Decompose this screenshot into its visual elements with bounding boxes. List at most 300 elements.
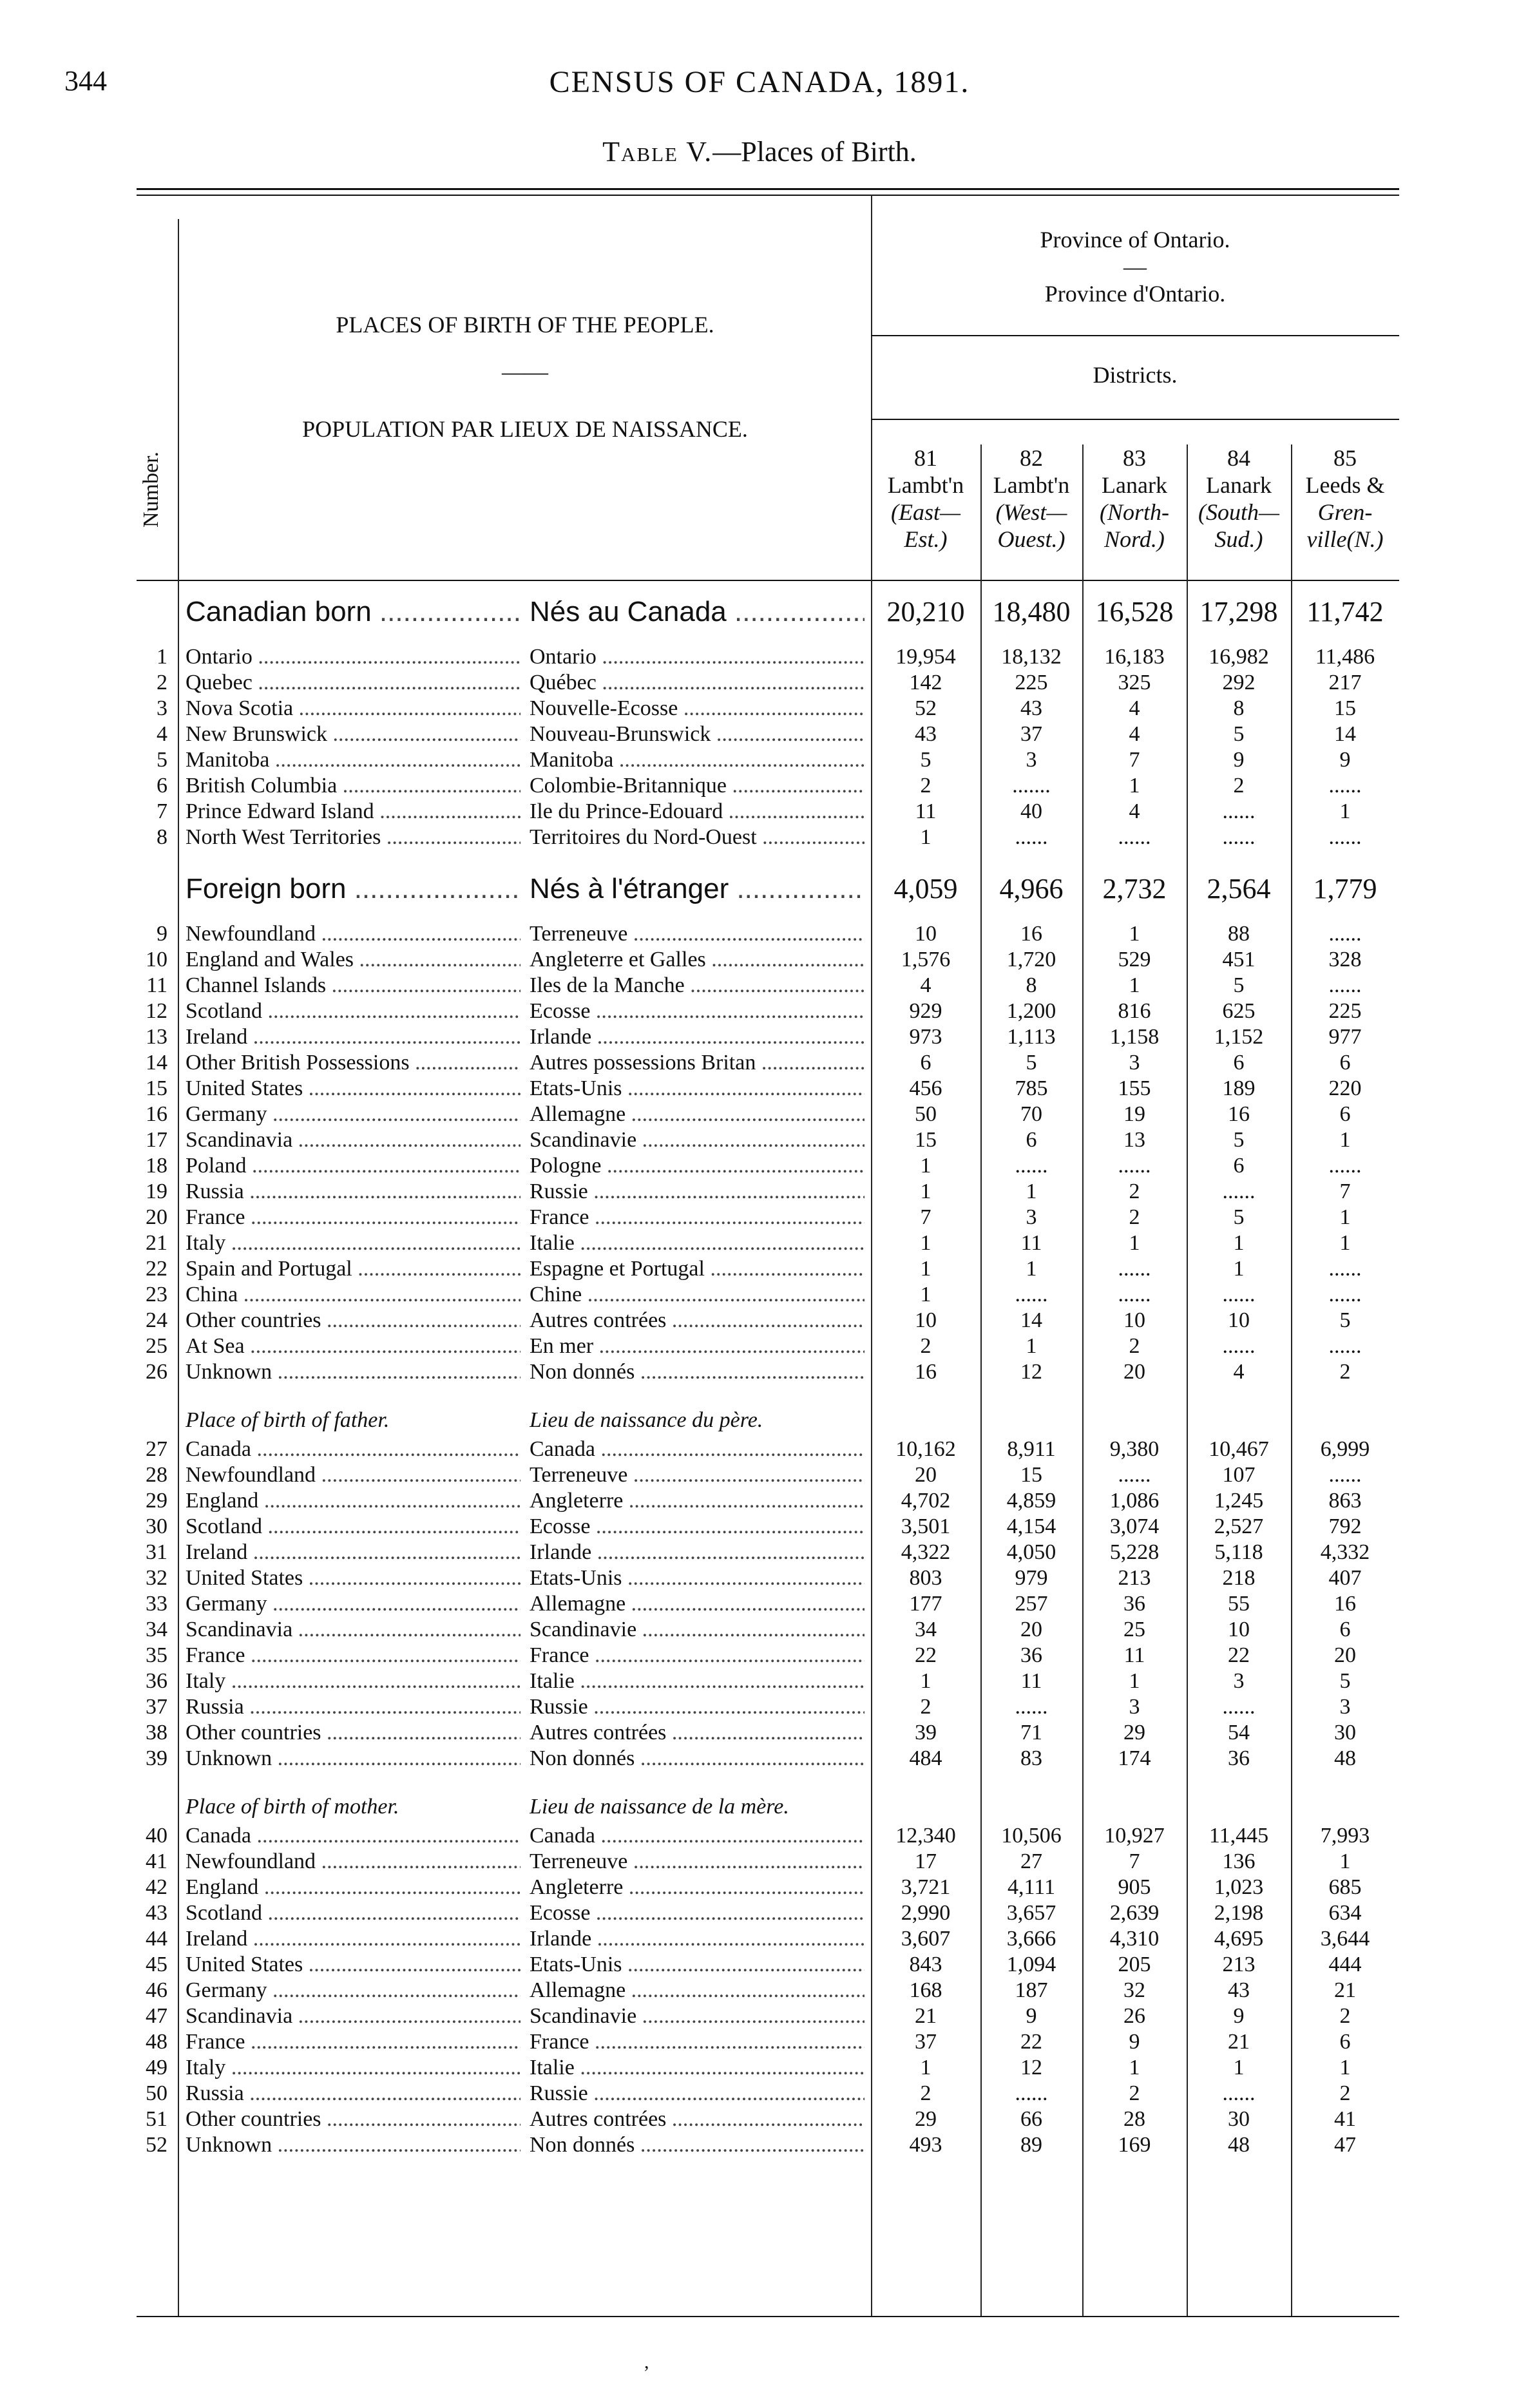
- cell-value: 1: [1339, 1849, 1351, 1873]
- cell-value: 168: [909, 1978, 942, 2002]
- place-fr: Scandinavie .....: [530, 1127, 865, 1153]
- cell-value: 37: [915, 2030, 937, 2054]
- subsection-heading: [0, 1794, 1519, 1820]
- cell-value: 36: [1020, 1643, 1042, 1667]
- cell-value: 40: [1020, 799, 1042, 823]
- cell-value: 529: [1118, 948, 1151, 971]
- cell-value: 4,050: [1006, 1540, 1056, 1564]
- cell-value: ......: [1015, 1154, 1048, 1178]
- section-total-row: [0, 593, 1519, 631]
- header-title-fr: POPULATION PAR LIEUX DE NAISSANCE.: [302, 416, 748, 442]
- cell-value: 55: [1228, 1592, 1250, 1616]
- cell-value: 20: [1334, 1643, 1356, 1667]
- cell-value: 6: [1233, 1154, 1245, 1178]
- cell-value: 5,118: [1214, 1540, 1263, 1564]
- place-en: United States .....: [186, 1076, 521, 1102]
- cell-value: 4,059: [893, 873, 958, 904]
- place-fr: Nés à l'étranger .....: [530, 870, 865, 908]
- cell-value: 905: [1118, 1875, 1151, 1899]
- place-fr: Allemagne .....: [530, 1978, 865, 2003]
- place-fr: Irlande .....: [530, 1540, 865, 1565]
- cell-value: 1,152: [1214, 1025, 1264, 1049]
- place-fr: Lieu de naissance du père.: [530, 1408, 763, 1432]
- column-header-sub: Gren-: [1317, 499, 1373, 525]
- districts-label: Districts.: [1093, 362, 1178, 388]
- row-number: 48: [146, 2030, 167, 2054]
- cell-value: 1: [1339, 1128, 1351, 1152]
- place-fr: Canada .....: [530, 1823, 865, 1849]
- place-en: Scandinavia .....: [186, 2003, 521, 2029]
- cell-value: 20,210: [886, 596, 965, 627]
- cell-value: 19: [1123, 1102, 1145, 1126]
- row-number: 31: [146, 1540, 167, 1564]
- cell-value: 493: [909, 2133, 942, 2157]
- cell-value: 4,111: [1008, 1875, 1055, 1899]
- place-fr: Terreneuve .....: [530, 1849, 865, 1875]
- cell-value: 3,607: [901, 1927, 951, 1951]
- place-en: France .....: [186, 1643, 521, 1668]
- column-header-sub2: Nord.): [1104, 526, 1165, 552]
- place-en: Canadian born .....: [186, 593, 521, 631]
- cell-value: 18,132: [1001, 645, 1062, 669]
- cell-value: ......: [1118, 1154, 1151, 1178]
- cell-value: 17: [915, 1849, 937, 1873]
- table-row: [0, 644, 1519, 670]
- cell-value: 863: [1328, 1489, 1362, 1513]
- cell-value: ......: [1015, 1695, 1048, 1719]
- table-row: [0, 2107, 1519, 2132]
- cell-value: 30: [1334, 1721, 1356, 1744]
- table-row: [0, 947, 1519, 973]
- column-header-81: [874, 444, 977, 553]
- cell-value: 28: [1123, 2107, 1145, 2131]
- cell-value: 2,732: [1102, 873, 1167, 904]
- table-row: [0, 1514, 1519, 1540]
- place-en: British Columbia .....: [186, 773, 521, 799]
- cell-value: 5: [920, 748, 931, 772]
- cell-value: 2,990: [901, 1901, 951, 1925]
- cell-value: 2,527: [1214, 1515, 1264, 1538]
- column-header-82: [980, 444, 1083, 553]
- column-header-name: Leeds &: [1305, 472, 1385, 498]
- table-row: [0, 1359, 1519, 1385]
- place-en: Unknown .....: [186, 2132, 521, 2158]
- place-fr: Etats-Unis .....: [530, 1565, 865, 1591]
- cell-value: 3: [1129, 1695, 1140, 1719]
- cell-value: 8,911: [1007, 1437, 1056, 1461]
- header-title-en: PLACES OF BIRTH OF THE PEOPLE.: [336, 312, 714, 338]
- column-header-num: 83: [1123, 445, 1146, 471]
- column-header-sub2: Ouest.): [997, 526, 1065, 552]
- place-fr: Allemagne .....: [530, 1591, 865, 1617]
- column-header-sub: (North-: [1100, 499, 1169, 525]
- cell-value: 5: [1339, 1308, 1351, 1332]
- cell-value: 3,501: [901, 1515, 951, 1538]
- row-number: 6: [157, 774, 167, 798]
- row-number: 23: [146, 1283, 167, 1306]
- place-fr: Iles de la Manche .....: [530, 973, 865, 999]
- cell-value: 1: [1233, 1231, 1245, 1255]
- cell-value: 1,158: [1109, 1025, 1160, 1049]
- row-number: 44: [146, 1927, 167, 1951]
- place-fr: Non donnés .....: [530, 2132, 865, 2158]
- table-row: [0, 1540, 1519, 1565]
- cell-value: 6: [1339, 1051, 1351, 1075]
- cell-value: 169: [1118, 2133, 1151, 2157]
- place-en: Russia .....: [186, 2081, 521, 2107]
- place-fr: Non donnés .....: [530, 1359, 865, 1385]
- column-header-sub: (East—: [891, 499, 960, 525]
- cell-value: 2: [1339, 2004, 1351, 2028]
- table-row: [0, 1050, 1519, 1076]
- table-row: [0, 2055, 1519, 2081]
- cell-value: 9: [1129, 2030, 1140, 2054]
- row-number: 20: [146, 1205, 167, 1229]
- cell-value: 4: [1129, 722, 1140, 746]
- place-fr: France .....: [530, 1643, 865, 1668]
- place-fr: Ecosse .....: [530, 999, 865, 1024]
- cell-value: 4,695: [1214, 1927, 1264, 1951]
- cell-value: 4,702: [901, 1489, 951, 1513]
- column-header-name: Lanark: [1206, 472, 1272, 498]
- table-row: [0, 1333, 1519, 1359]
- place-en: At Sea .....: [186, 1333, 521, 1359]
- cell-value: 5,228: [1109, 1540, 1160, 1564]
- row-number: 49: [146, 2056, 167, 2079]
- cell-value: 11: [1020, 1231, 1042, 1255]
- cell-value: 22: [915, 1643, 937, 1667]
- column-header-sub: (West—: [995, 499, 1067, 525]
- cell-value: 1,023: [1214, 1875, 1264, 1899]
- place-fr: Chine .....: [530, 1282, 865, 1308]
- province-dash: —: [1123, 254, 1147, 280]
- subsection-heading: [0, 1408, 1519, 1433]
- cell-value: ......: [1222, 1695, 1256, 1719]
- cell-value: 36: [1228, 1746, 1250, 1770]
- place-en: Newfoundland .....: [186, 1849, 521, 1875]
- cell-value: 1,086: [1109, 1489, 1160, 1513]
- row-number: 9: [157, 922, 167, 946]
- row-number: 14: [146, 1051, 167, 1075]
- place-fr: Scandinavie .....: [530, 1617, 865, 1643]
- place-en: Russia .....: [186, 1694, 521, 1720]
- cell-value: 6: [1339, 1102, 1351, 1126]
- cell-value: 16: [915, 1360, 937, 1384]
- cell-value: 2: [1129, 1205, 1140, 1229]
- cell-value: 407: [1328, 1566, 1362, 1590]
- place-en: Place of birth of father.: [186, 1408, 390, 1432]
- cell-value: 11,486: [1315, 645, 1375, 669]
- row-number: 42: [146, 1875, 167, 1899]
- row-number: 30: [146, 1515, 167, 1538]
- cell-value: 10,162: [895, 1437, 956, 1461]
- column-header-num: 85: [1333, 445, 1357, 471]
- place-en: France .....: [186, 2029, 521, 2055]
- place-en: Foreign born .....: [186, 870, 521, 908]
- place-en: Other countries .....: [186, 1720, 521, 1746]
- cell-value: 3: [1129, 1051, 1140, 1075]
- cell-value: ......: [1328, 1463, 1362, 1487]
- row-number: 34: [146, 1618, 167, 1641]
- table-row: [0, 1205, 1519, 1230]
- cell-value: 20: [915, 1463, 937, 1487]
- row-number: 29: [146, 1489, 167, 1513]
- cell-value: ......: [1118, 1257, 1151, 1281]
- cell-value: 2: [1129, 2081, 1140, 2105]
- column-header-num: 84: [1227, 445, 1250, 471]
- table-row: [0, 2003, 1519, 2029]
- cell-value: 13: [1123, 1128, 1145, 1152]
- cell-value: 142: [909, 671, 942, 694]
- cell-value: 12,340: [895, 1824, 956, 1848]
- column-header-name: Lambt'n: [993, 472, 1070, 498]
- cell-value: 50: [915, 1102, 937, 1126]
- cell-value: 8: [1233, 696, 1245, 720]
- place-en: Italy .....: [186, 2055, 521, 2081]
- rule-header-bottom: [137, 580, 1399, 581]
- cell-value: 328: [1328, 948, 1362, 971]
- cell-value: 225: [1015, 671, 1048, 694]
- cell-value: 218: [1222, 1566, 1256, 1590]
- table-row: [0, 1488, 1519, 1514]
- cell-value: .......: [1012, 774, 1051, 798]
- cell-value: 26: [1123, 2004, 1145, 2028]
- cell-value: 451: [1222, 948, 1256, 971]
- table-row: [0, 1952, 1519, 1978]
- table-row: [0, 1462, 1519, 1488]
- column-header-83: [1083, 444, 1186, 553]
- row-number: 51: [146, 2107, 167, 2131]
- cell-value: 17,298: [1199, 596, 1278, 627]
- cell-value: 10: [1228, 1308, 1250, 1332]
- cell-value: 10,927: [1104, 1824, 1165, 1848]
- cell-value: 9,380: [1109, 1437, 1160, 1461]
- table-row: [0, 721, 1519, 747]
- place-fr: Italie .....: [530, 1668, 865, 1694]
- row-number: 36: [146, 1669, 167, 1693]
- cell-value: 4,310: [1109, 1927, 1160, 1951]
- province-en: Province of Ontario.: [1040, 227, 1230, 253]
- place-fr: Irlande .....: [530, 1926, 865, 1952]
- cell-value: 11: [1020, 1669, 1042, 1693]
- row-number: 12: [146, 999, 167, 1023]
- cell-value: 43: [1020, 696, 1042, 720]
- cell-value: 19,954: [895, 645, 956, 669]
- cell-value: 5: [1339, 1669, 1351, 1693]
- section-total-row: [0, 870, 1519, 908]
- cell-value: 14: [1334, 722, 1356, 746]
- cell-value: 32: [1123, 1978, 1145, 2002]
- cell-value: 816: [1118, 999, 1151, 1023]
- place-fr: Nouveau-Brunswick .....: [530, 721, 865, 747]
- row-number: 7: [157, 799, 167, 823]
- table-row: [0, 2081, 1519, 2107]
- cell-value: 2: [920, 1334, 931, 1358]
- cell-value: 16,183: [1104, 645, 1165, 669]
- cell-value: ......: [1015, 825, 1048, 849]
- cell-value: 4: [1129, 799, 1140, 823]
- row-number: 45: [146, 1953, 167, 1976]
- row-number: 41: [146, 1849, 167, 1873]
- cell-value: ......: [1222, 2081, 1256, 2105]
- cell-value: 16: [1334, 1592, 1356, 1616]
- place-fr: Ecosse .....: [530, 1514, 865, 1540]
- place-fr: Terreneuve .....: [530, 1462, 865, 1488]
- place-fr: Lieu de naissance de la mère.: [530, 1795, 789, 1819]
- table-row: [0, 1256, 1519, 1282]
- place-fr: France .....: [530, 1205, 865, 1230]
- cell-value: 9: [1233, 748, 1245, 772]
- cell-value: 2: [920, 1695, 931, 1719]
- cell-value: 83: [1020, 1746, 1042, 1770]
- province-fr: Province d'Ontario.: [1044, 281, 1226, 307]
- cell-value: 257: [1015, 1592, 1048, 1616]
- place-en: Spain and Portugal .....: [186, 1256, 521, 1282]
- place-en: Unknown .....: [186, 1359, 521, 1385]
- cell-value: 174: [1118, 1746, 1151, 1770]
- cell-value: 2,198: [1214, 1901, 1264, 1925]
- place-en: France .....: [186, 1205, 521, 1230]
- cell-value: 1,576: [901, 948, 951, 971]
- place-fr: Autres contrées .....: [530, 1308, 865, 1333]
- table-row: [0, 2132, 1519, 2158]
- cell-value: 979: [1015, 1566, 1048, 1590]
- cell-value: 7: [1339, 1180, 1351, 1203]
- cell-value: 7: [920, 1205, 931, 1229]
- number-column-label: Number.: [139, 451, 163, 528]
- row-number: 25: [146, 1334, 167, 1358]
- cell-value: 3,074: [1109, 1515, 1160, 1538]
- place-fr: Angleterre .....: [530, 1875, 865, 1900]
- cell-value: 2: [1233, 774, 1245, 798]
- cell-value: 1: [1026, 1180, 1037, 1203]
- cell-value: 6: [920, 1051, 931, 1075]
- row-number: 50: [146, 2081, 167, 2105]
- place-fr: Autres contrées .....: [530, 2107, 865, 2132]
- place-fr: Non donnés .....: [530, 1746, 865, 1772]
- cell-value: 1: [920, 2056, 931, 2079]
- cell-value: 3,666: [1006, 1927, 1056, 1951]
- cell-value: 1: [920, 1231, 931, 1255]
- cell-value: 136: [1222, 1849, 1256, 1873]
- place-fr: Etats-Unis .....: [530, 1952, 865, 1978]
- row-number: 18: [146, 1154, 167, 1178]
- place-en: Canada .....: [186, 1437, 521, 1462]
- cell-value: 11,445: [1209, 1824, 1269, 1848]
- place-fr: Italie .....: [530, 1230, 865, 1256]
- row-number: 27: [146, 1437, 167, 1461]
- cell-value: 803: [909, 1566, 942, 1590]
- row-number: 33: [146, 1592, 167, 1616]
- column-header-sub2: ville(N.): [1306, 526, 1384, 552]
- place-en: England and Wales .....: [186, 947, 521, 973]
- table-row: [0, 670, 1519, 696]
- cell-value: 843: [909, 1953, 942, 1976]
- cell-value: 3: [1026, 1205, 1037, 1229]
- row-number: 32: [146, 1566, 167, 1590]
- table-row: [0, 2029, 1519, 2055]
- table-row: [0, 1823, 1519, 1849]
- cell-value: ......: [1222, 825, 1256, 849]
- cell-value: 1,200: [1006, 999, 1056, 1023]
- place-en: Italy .....: [186, 1668, 521, 1694]
- cell-value: 3,657: [1006, 1901, 1056, 1925]
- column-header-85: [1294, 444, 1397, 553]
- rule-top: [137, 188, 1399, 190]
- cell-value: 213: [1222, 1953, 1256, 1976]
- place-en: Scandinavia .....: [186, 1127, 521, 1153]
- place-fr: Territoires du Nord-Ouest .....: [530, 825, 865, 850]
- cell-value: 7: [1129, 1849, 1140, 1873]
- place-fr: Pologne .....: [530, 1153, 865, 1179]
- place-en: Scotland .....: [186, 999, 521, 1024]
- rule-top-inner: [137, 195, 1399, 196]
- cell-value: 20: [1123, 1360, 1145, 1384]
- place-fr: Irlande .....: [530, 1024, 865, 1050]
- cell-value: 18,480: [992, 596, 1071, 627]
- column-header-sub: (South—: [1198, 499, 1279, 525]
- cell-value: ......: [1222, 1180, 1256, 1203]
- cell-value: 3,721: [901, 1875, 951, 1899]
- place-fr: Allemagne .....: [530, 1102, 865, 1127]
- column-header-name: Lambt'n: [887, 472, 964, 498]
- cell-value: ......: [1328, 1283, 1362, 1306]
- cell-value: 66: [1020, 2107, 1042, 2131]
- place-en: New Brunswick .....: [186, 721, 521, 747]
- cell-value: 1: [1129, 2056, 1140, 2079]
- cell-value: 10: [915, 1308, 937, 1332]
- cell-value: ......: [1328, 774, 1362, 798]
- table-row: [0, 747, 1519, 773]
- cell-value: 30: [1228, 2107, 1250, 2131]
- cell-value: 10,467: [1209, 1437, 1269, 1461]
- table-row: [0, 825, 1519, 850]
- row-number: 35: [146, 1643, 167, 1667]
- cell-value: 5: [1233, 1128, 1245, 1152]
- cell-value: 10: [1228, 1618, 1250, 1641]
- row-number: 47: [146, 2004, 167, 2028]
- cell-value: 43: [915, 722, 937, 746]
- table-row: [0, 1437, 1519, 1462]
- cell-value: 6: [1339, 2030, 1351, 2054]
- place-fr: Angleterre et Galles .....: [530, 947, 865, 973]
- table-row: [0, 1978, 1519, 2003]
- cell-value: ......: [1328, 922, 1362, 946]
- cell-value: 11,742: [1306, 596, 1384, 627]
- cell-value: 1: [1129, 973, 1140, 997]
- table-row: [0, 1720, 1519, 1746]
- table-row: [0, 1849, 1519, 1875]
- place-en: Newfoundland .....: [186, 1462, 521, 1488]
- cell-value: ......: [1328, 1257, 1362, 1281]
- cell-value: 2: [920, 774, 931, 798]
- row-number: 37: [146, 1695, 167, 1719]
- place-en: Scotland .....: [186, 1514, 521, 1540]
- cell-value: 9: [1339, 748, 1351, 772]
- cell-value: 444: [1328, 1953, 1362, 1976]
- cell-value: 213: [1118, 1566, 1151, 1590]
- cell-value: 1: [1129, 1231, 1140, 1255]
- column-header-name: Lanark: [1102, 472, 1167, 498]
- place-fr: Québec .....: [530, 670, 865, 696]
- place-fr: Manitoba .....: [530, 747, 865, 773]
- cell-value: 155: [1118, 1076, 1151, 1100]
- cell-value: 5: [1026, 1051, 1037, 1075]
- cell-value: 21: [1228, 2030, 1250, 2054]
- place-en: Other countries .....: [186, 2107, 521, 2132]
- cell-value: 1: [920, 1257, 931, 1281]
- row-number: 10: [146, 948, 167, 971]
